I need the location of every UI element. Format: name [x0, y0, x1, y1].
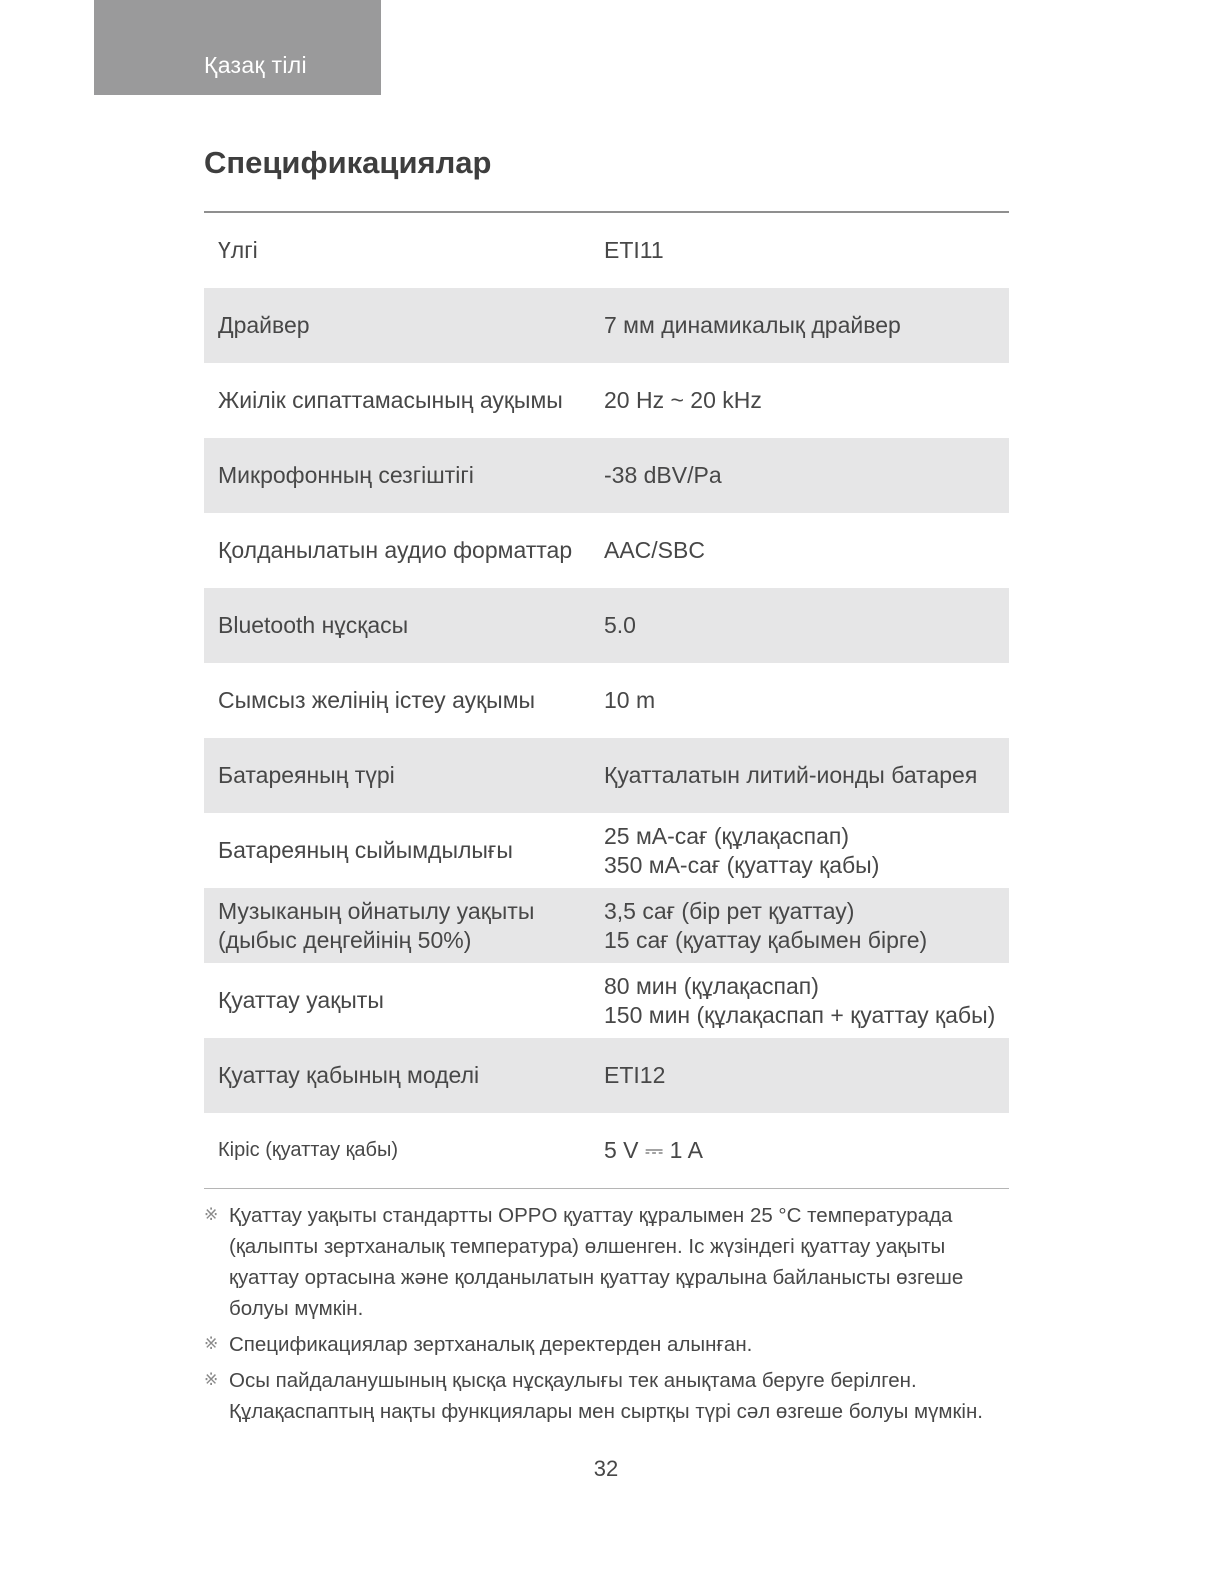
- table-row: [204, 813, 1009, 888]
- spec-value: Қуатталатын литий-ионды батарея: [604, 738, 1009, 813]
- table-row: [204, 663, 1009, 738]
- spec-label: Қолданылатын аудио форматтар: [218, 537, 573, 563]
- table-row: [204, 513, 1009, 588]
- spec-value: 80 мин (құлақаспап) 150 мин (құлақаспап + қуаттау қабы): [604, 972, 996, 1028]
- reference-mark-icon: ※: [204, 1370, 219, 1390]
- spec-label: Сымсыз желінің істеу ауқымы: [218, 687, 536, 713]
- spec-label: Микрофонның сезгіштігі: [204, 438, 604, 513]
- table-row: [204, 588, 1009, 663]
- spec-label: Драйвер: [204, 288, 604, 363]
- footnote-text: Қуаттау уақыты стандартты OPPO қуаттау құралымен 25 °C температурада (қалыпты зертханалық температура) өлшенген. Іс жүзіндегі қуаттау уақыты қуаттау ортасына және қолданылатын қуаттау құралына байланысты өзгеше болуы мүмкін.: [229, 1204, 964, 1320]
- spec-value: 5 V ⎓ 1 A: [604, 1137, 703, 1163]
- footnote: [204, 1200, 1014, 1324]
- spec-value: 20 Hz ~ 20 kHz: [604, 387, 762, 413]
- table-row: [204, 212, 1009, 288]
- spec-value: 25 мА-сағ (құлақаспап) 350 мА-сағ (қуаттау қабы): [604, 822, 880, 878]
- footnote: [204, 1329, 1014, 1360]
- reference-mark-icon: ※: [204, 1334, 219, 1354]
- page-number: 32: [593, 1456, 619, 1481]
- page-title: Спецификациялар: [204, 145, 492, 180]
- reference-mark-icon: ※: [204, 1205, 219, 1225]
- spec-value: AAC/SBC: [604, 537, 705, 563]
- table-row: [204, 438, 1009, 513]
- spec-label: Батареяның сыйымдылығы: [218, 837, 513, 863]
- table-row: [204, 963, 1009, 1038]
- spec-value: 3,5 сағ (бір рет қуаттау) 15 сағ (қуаттау қабымен бірге): [604, 888, 1009, 963]
- spec-label: Музыканың ойнатылу уақыты (дыбыс деңгейінің 50%): [204, 888, 604, 963]
- language-tab: [94, 0, 381, 95]
- spec-table: [204, 211, 1009, 1189]
- spec-label: Батареяның түрі: [204, 738, 604, 813]
- spec-value: 5.0: [604, 588, 1009, 663]
- spec-label: Үлгі: [218, 237, 258, 263]
- spec-value: 7 мм динамикалық драйвер: [604, 288, 1009, 363]
- spec-label: Қуаттау уақыты: [218, 987, 384, 1013]
- footnote: [204, 1365, 1014, 1427]
- spec-label: Bluetooth нұсқасы: [204, 588, 604, 663]
- table-row: [204, 738, 1009, 813]
- spec-value: 10 m: [604, 687, 656, 713]
- table-row: [204, 363, 1009, 438]
- table-row: [204, 1038, 1009, 1113]
- spec-label: Кіріс (қуаттау қабы): [218, 1139, 398, 1161]
- table-row: [204, 888, 1009, 963]
- spec-value: ETI11: [604, 237, 664, 263]
- footnote-text: Спецификациялар зертханалық деректерден алынған.: [229, 1333, 753, 1356]
- table-row: [204, 288, 1009, 363]
- language-tab-label: Қазақ тілі: [204, 52, 307, 78]
- spec-value: -38 dBV/Pa: [604, 438, 1009, 513]
- table-row: [204, 1113, 1009, 1189]
- spec-label: Жиілік сипаттамасының ауқымы: [218, 387, 563, 413]
- spec-value: ETI12: [604, 1038, 1009, 1113]
- spec-label: Қуаттау қабының моделі: [204, 1038, 604, 1113]
- footnote-text: Осы пайдаланушының қысқа нұсқаулығы тек анықтама беруге берілген. Құлақаспаптың нақты функциялары мен сыртқы түрі сәл өзгеше болуы мүмкін.: [229, 1369, 984, 1423]
- footnotes: [204, 1200, 1014, 1432]
